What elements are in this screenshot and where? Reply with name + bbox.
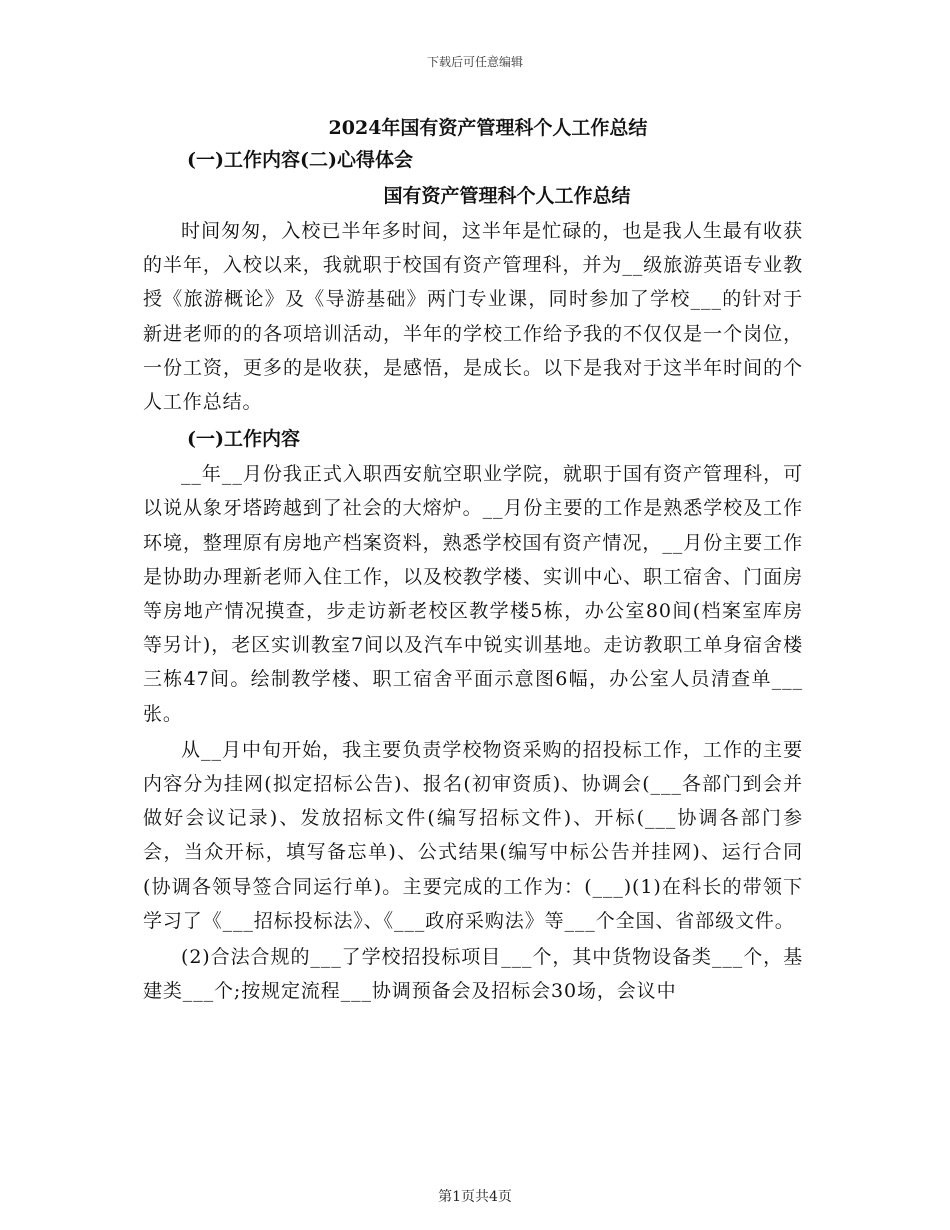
document-title: 2024年国有资产管理科个人工作总结 (328, 117, 648, 139)
header-note: 下载后可任意编辑 (426, 55, 523, 69)
outline-line: (一)工作内容(二)心得体会 (187, 149, 413, 171)
section-heading-work-content: (一)工作内容 (187, 428, 300, 451)
paragraph-work-content: __年__月份我正式入职西安航空职业学院，就职于国有资产管理科，可以说从象牙塔跨越到了社会的大熔炉。__月份主要的工作是熟悉学校及工作环境，整理原有房地产档案资料，熟悉学校国有资产情况，__月份主要工作是协助办理新老师入住工作，以及校教学楼、实训中心、职工宿舍、门面房等房地产情况摸查，步走访新老校区教学楼5栋，办公室80间(档案室库房等另计)，老区实训教室7间以及汽车中锐实训基地。走访教职工单身宿舍楼三栋47间。绘制教学楼、职工宿舍平面示意图6幅，办公室人员清查单___张。 (143, 463, 803, 725)
paragraph-bidding-projects: (2)合法合规的___了学校招投标项目___个，其中货物设备类___个，基建类___个;按规定流程___协调预备会及招标会30场，会议中 (143, 946, 803, 1003)
document-subtitle: 国有资产管理科个人工作总结 (383, 185, 631, 207)
page-footer: 第1页共4页 (438, 1189, 512, 1205)
document-body (143, 112, 803, 1008)
paragraph-intro: 时间匆匆，入校已半年多时间，这半年是忙碌的，也是我人生最有收获的半年，入校以来，我就职于校国有资产管理科，并为__级旅游英语专业教授《旅游概论》及《导游基础》两门专业课，同时参加了学校___的针对于新进老师的的各项培训活动，半年的学校工作给予我的不仅仅是一个岗位，一份工资，更多的是收获，是感悟，是成长。以下是我对于这半年时间的个人工作总结。 (143, 220, 803, 414)
paragraph-procurement: 从__月中旬开始，我主要负责学校物资采购的招投标工作，工作的主要内容分为挂网(拟定招标公告)、报名(初审资质)、协调会(___各部门到会并做好会议记录)、发放招标文件(编写招标文件)、开标(___协调各部门参会，当众开标，填写备忘单)、公式结果(编写中标公告并挂网)、运行合同(协调各领导签合同运行单)。主要完成的工作为：(___)(1)在科长的带领下学习了《___招标投标法》、《___政府采购法》等___个全国、省部级文件。 (143, 738, 803, 932)
